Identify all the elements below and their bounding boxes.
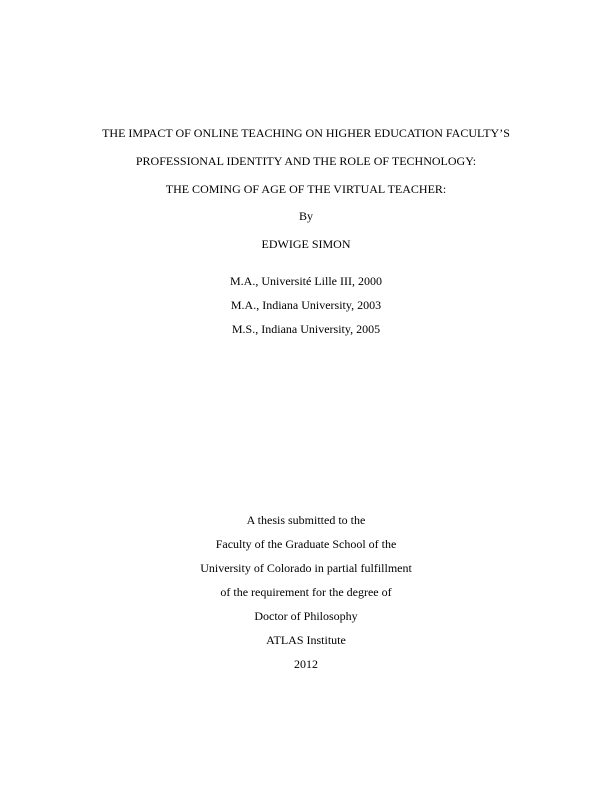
thesis-title-line-1: THE IMPACT OF ONLINE TEACHING ON HIGHER EDUCATION FACULTY’S [102,126,510,140]
submission-line-2: Faculty of the Graduate School of the [215,537,397,551]
author-name: EDWIGE SIMON [261,237,351,251]
thesis-title-line-2: PROFESSIONAL IDENTITY AND THE ROLE OF TECHNOLOGY: [135,154,477,168]
by-label: By [298,209,313,223]
institute-name: ATLAS Institute [266,633,346,647]
submission-line-4: of the requirement for the degree of [220,585,392,599]
degree-line-2: M.A., Indiana University, 2003 [230,298,382,312]
degree-name: Doctor of Philosophy [254,609,358,623]
submission-line-1: A thesis submitted to the [246,513,366,527]
degree-line-3: M.S., Indiana University, 2005 [231,322,381,336]
degree-line-1: M.A., Université Lille III, 2000 [230,274,382,288]
submission-line-3: University of Colorado in partial fulfillment [200,561,412,575]
submission-year: 2012 [294,657,318,671]
thesis-title-line-3: THE COMING OF AGE OF THE VIRTUAL TEACHER: [165,182,447,196]
